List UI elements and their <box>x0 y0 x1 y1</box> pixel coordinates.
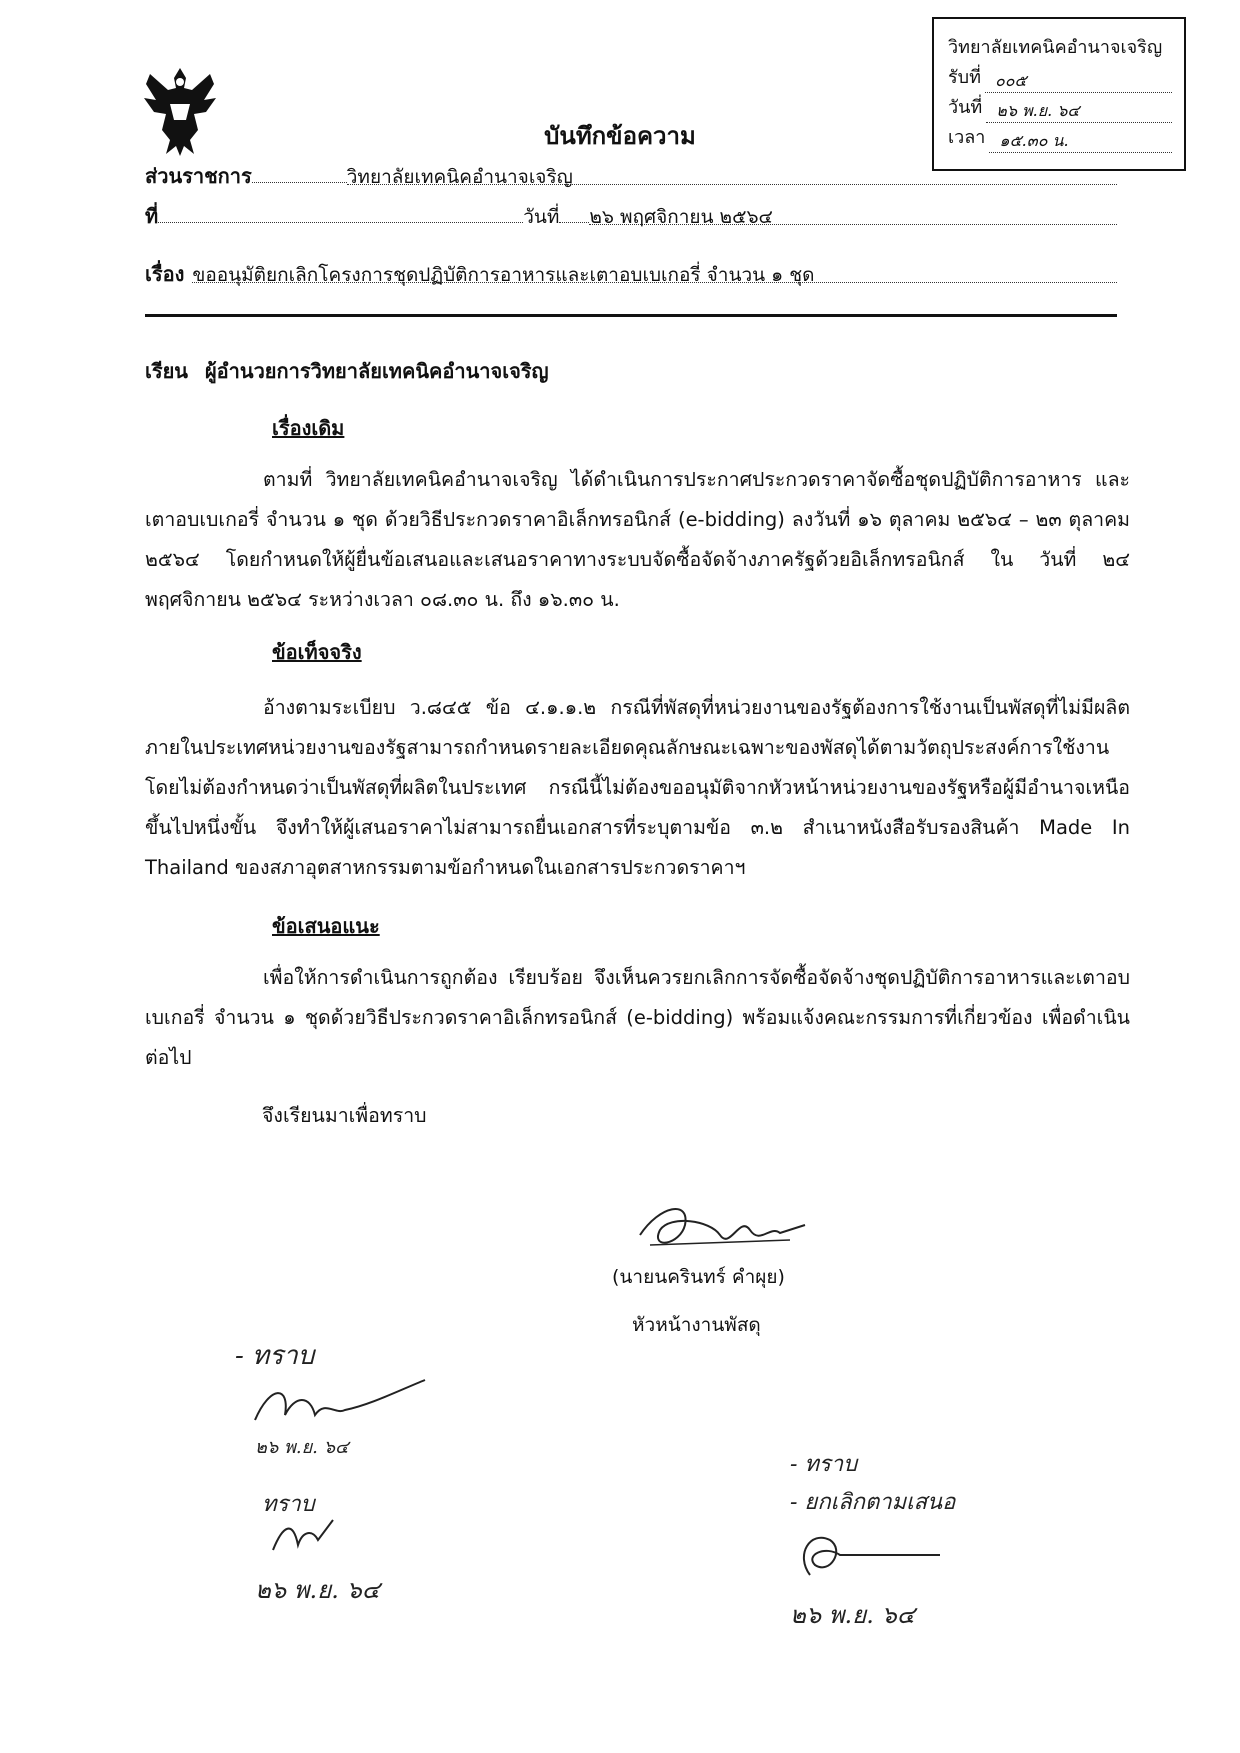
left-note-1: - ทราบ <box>235 1341 315 1371</box>
date-gap-dots <box>559 200 589 223</box>
stamp-received-row <box>948 63 1172 93</box>
stamp-college: วิทยาลัยเทคนิคอำนาจเจริญ <box>948 37 1163 58</box>
background-paragraph: ตามที่ วิทยาลัยเทคนิคอำนาจเจริญ ได้ดำเนินการประกาศประกวดราคาจัดซื้อชุดปฏิบัติการอาหาร และ เตาอบเบเกอรี่ จำนวน ๑ ชุด ด้วยวิธีประกวดราคาอิเล็กทรอนิกส์ (e-bidding) ลงวันที่ ๑๖ ตุลาคม ๒๕๖๔ – ๒๓ ตุลาคม ๒๕๖๔ โดยกำหนดให้ผู้ยื่นข้อเสนอและเสนอราคาทางระบบจัดซื้อจัดจ้างภาครัฐด้วยอิเล็กทรอนิกส์ ใน วันที่ ๒๔ พฤศจิกายน ๒๕๖๔ ระหว่างเวลา ๐๘.๓๐ น. ถึง ๑๖.๓๐ น. <box>145 468 1130 611</box>
agency-dots <box>252 160 347 183</box>
right-note-1: - ทราบ <box>790 1452 858 1477</box>
subject-line <box>145 258 1117 290</box>
agency-line <box>145 160 1117 192</box>
stamp-received-label: รับที่ <box>948 67 981 88</box>
stamp-date-value: ๒๖ พ.ย. ๖๔ <box>986 100 1172 123</box>
recommendation-paragraph: เพื่อให้การดำเนินการถูกต้อง เรียบร้อย จึงเห็นควรยกเลิกการจัดซื้อจัดจ้างชุดปฏิบัติการอาหารและเตาอบเบเกอรี่ จำนวน ๑ ชุดด้วยวิธีประกวดราคาอิเล็กทรอนิกส์ (e-bidding) พร้อมแจ้งคณะกรรมการที่เกี่ยวข้อง เพื่อดำเนินต่อไป <box>145 966 1130 1069</box>
facts-paragraph: อ้างตามระเบียบ ว.๘๔๕ ข้อ ๔.๑.๑.๒ กรณีที่พัสดุที่หน่วยงานของรัฐต้องการใช้งานเป็นพัสดุที่ไม่มีผลิตภายในประเทศหน่วยงานของรัฐสามารถกำหนดรายละเอียดคุณลักษณะเฉพาะของพัสดุได้ตามวัตถุประสงค์การใช้งานโดยไม่ต้องกำหนดว่าเป็นพัสดุที่ผลิตในประเทศ กรณีนี้ไม่ต้องขออนุมัติจากหัวหน้าหน่วยงานของรัฐหรือผู้มีอำนาจเหนือขึ้นไปหนึ่งขั้น จึงทำให้ผู้เสนอราคาไม่สามารถยื่นเอกสารที่ระบุตามข้อ ๓.๒ สำเนาหนังสือรับรองสินค้า Made In Thailand ของสภาอุตสาหกรรมตามข้อกำหนดในเอกสารประกวดราคาฯ <box>145 696 1130 879</box>
to-label: เรียน <box>145 359 188 383</box>
left-date-2: ๒๖ พ.ย. ๖๔ <box>255 1576 380 1604</box>
agency-label: ส่วนราชการ <box>145 164 252 188</box>
signature-mark <box>630 1195 810 1265</box>
left-signature-1 <box>250 1375 430 1435</box>
memo-title: บันทึกข้อความ <box>544 122 696 150</box>
date-label: วันที่ <box>523 206 560 228</box>
subject-label: เรื่อง <box>145 262 185 286</box>
stamp-date-label: วันที่ <box>948 97 983 118</box>
signatory-position: หัวหน้างานพัสดุ <box>632 1314 761 1336</box>
background-heading: เรื่องเดิม <box>272 416 345 440</box>
stamp-received-number: ๐๐๕ <box>985 70 1172 93</box>
to-recipient: ผู้อำนวยการวิทยาลัยเทคนิคอำนาจเจริญ <box>204 359 549 383</box>
ref-dots <box>158 200 523 223</box>
right-note-2: - ยกเลิกตามเสนอ <box>790 1490 956 1515</box>
ref-label: ที่ <box>145 204 159 228</box>
subject-text: ขออนุมัติยกเลิกโครงการชุดปฏิบัติการอาหารและเตาอบเบเกอรี่ จำนวน ๑ ชุด <box>192 260 1117 283</box>
left-date-1: ๒๖ พ.ย. ๖๔ <box>255 1437 349 1458</box>
to-line <box>145 355 549 387</box>
left-note-2: ทราบ <box>262 1492 315 1517</box>
signatory-name: (นายนครินทร์ คำผุย) <box>612 1266 785 1288</box>
left-signature-2 <box>268 1515 338 1555</box>
memo-date: ๒๖ พฤศจิกายน ๒๕๖๔ <box>589 202 1117 225</box>
recommendation-heading: ข้อเสนอแนะ <box>272 914 380 938</box>
stamp-time-value: ๑๕.๓๐ น. <box>989 130 1172 153</box>
header-divider <box>145 314 1117 317</box>
closing-text: จึงเรียนมาเพื่อทราบ <box>262 1104 427 1127</box>
stamp-time-label: เวลา <box>948 127 986 148</box>
right-date: ๒๖ พ.ย. ๖๔ <box>790 1601 915 1629</box>
facts-heading: ข้อเท็จจริง <box>272 640 362 664</box>
right-signature <box>790 1525 950 1585</box>
ref-date-line <box>145 200 1117 232</box>
agency-value: วิทยาลัยเทคนิคอำนาจเจริญ <box>347 162 1117 185</box>
